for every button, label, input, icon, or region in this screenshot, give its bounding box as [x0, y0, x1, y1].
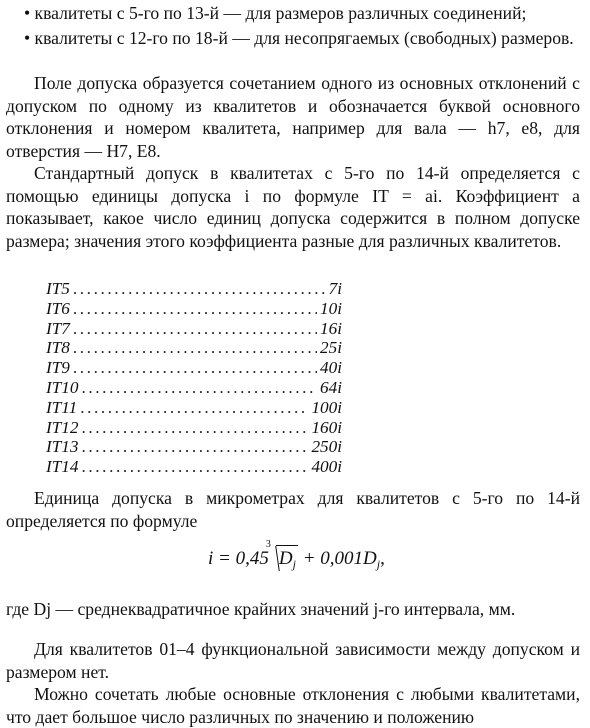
grade-label: IT14: [46, 457, 79, 477]
grade-row: [46, 338, 342, 358]
formula-lhs: i = 0,45: [208, 548, 269, 569]
grade-row: [46, 437, 342, 457]
grade-label: IT8: [46, 338, 70, 358]
tolerance-unit-formula: [208, 545, 385, 572]
grade-value: 10i: [320, 298, 342, 318]
leader-dots: [73, 279, 326, 299]
leader-dots: [80, 398, 308, 418]
grade-value: 40i: [320, 358, 342, 378]
grade-label: IT11: [46, 397, 78, 417]
grade-row: [46, 398, 342, 418]
leader-dots: [73, 299, 317, 319]
leader-dots: [73, 319, 317, 339]
grade-row: [46, 358, 342, 378]
formula-radicand-subscript: j: [292, 557, 296, 571]
grade-row: [46, 279, 342, 299]
grade-value: 64i: [320, 377, 342, 397]
grade-label: IT13: [46, 437, 79, 457]
formula-plus-term: + 0,001D: [297, 548, 377, 569]
grade-label: IT6: [46, 298, 70, 318]
grade-label: IT10: [46, 377, 79, 397]
grade-coefficient-list: [46, 279, 342, 477]
bullet-grades-5-13: • квалитеты с 5-го по 13-й — для размеров различных соединений;: [24, 3, 527, 23]
paragraph-grades-01-4: Для квалитетов 01–4 функциональной зависимости между допуском и размером нет.: [6, 639, 580, 682]
paragraph-tolerance-field: Поле допуска образуется сочетанием одного из основных отклонений с допуском по одному из квалитетов и обозначается буквой основного отклонения и номером квалитета, например для вала — h7, e8, для отверстия — H7, E8.: [6, 73, 580, 161]
grade-value: 250i: [311, 437, 342, 457]
grade-value: 100i: [311, 397, 342, 417]
grade-label: IT12: [46, 417, 79, 437]
cube-root: [276, 545, 298, 572]
paragraph-tolerance-unit: Единица допуска в микрометрах для квалитетов с 5-го по 14-й определяется по формуле: [6, 488, 580, 531]
grade-value: 160i: [311, 417, 342, 437]
paragraph-combinations: Можно сочетать любые основные отклонения с любыми квалитетами, что дает большое число различных по значению и положению: [6, 684, 580, 727]
grade-row: [46, 319, 342, 339]
formula-tail-subscript: j: [376, 557, 381, 571]
grade-label: IT7: [46, 318, 70, 338]
grade-row: [46, 299, 342, 319]
paragraph-dj-definition: где Dj — среднеквадратичное крайних значений j-го интервала, мм.: [6, 599, 516, 619]
grade-label: IT5: [46, 279, 70, 298]
leader-dots: [81, 378, 317, 398]
grade-row: [46, 378, 342, 398]
bullet-grades-12-18: • квалитеты с 12-го по 18-й — для несопрягаемых (свободных) размеров.: [24, 28, 574, 48]
grade-value: 25i: [320, 338, 342, 358]
grade-row: [46, 457, 342, 477]
grade-label: IT9: [46, 358, 70, 378]
leader-dots: [81, 457, 308, 477]
leader-dots: [73, 358, 317, 378]
paragraph-standard-tolerance: Стандартный допуск в квалитетах с 5-го по 14-й определяется с помощью единицы допуска i по формуле IT = ai. Коэффициент a показывает, какое число единиц допуска содержится в полном допуске размера; значения этого коэффициента разные для различных квалитетов.: [6, 163, 580, 251]
grade-value: 7i: [328, 279, 342, 298]
formula-radicand: D: [278, 548, 293, 569]
leader-dots: [81, 418, 308, 438]
grade-value: 16i: [320, 318, 342, 338]
grade-value: 400i: [311, 457, 342, 477]
leader-dots: [73, 338, 317, 358]
leader-dots: [81, 437, 308, 457]
grade-row: [46, 418, 342, 438]
formula-end: ,: [380, 548, 385, 569]
